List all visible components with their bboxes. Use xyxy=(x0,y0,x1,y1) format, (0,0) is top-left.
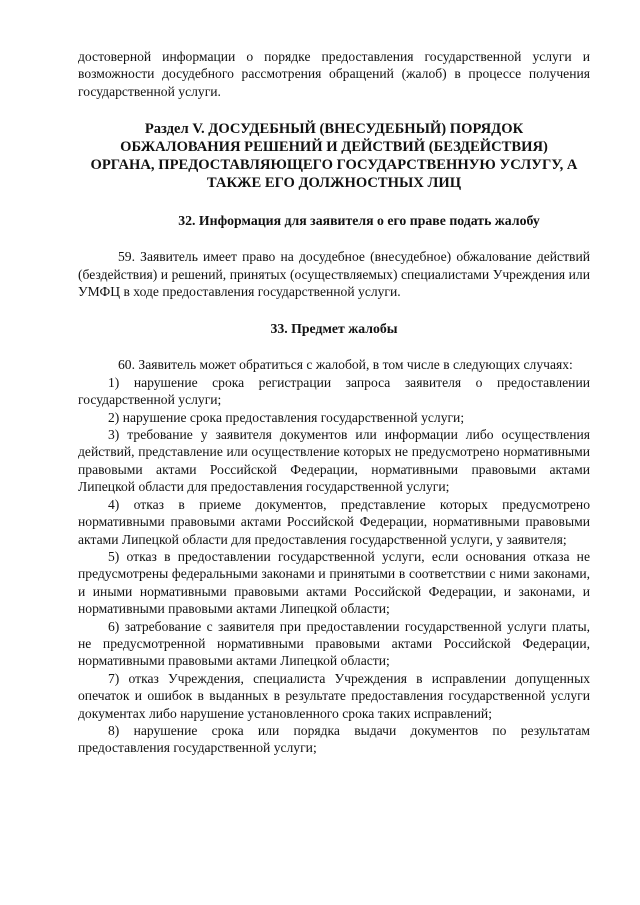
list-item: 2) нарушение срока предоставления государственной услуги; xyxy=(108,409,465,425)
list-item: 8) нарушение срока или порядка выдачи документов по результатам предоставления государственной услуги; xyxy=(78,722,590,756)
list-item: 1) нарушение срока регистрации запроса заявителя о предоставлении государственной услуги; xyxy=(78,374,590,408)
paragraph-59: 59. Заявитель имеет право на досудебное (внесудебное) обжалование действий (бездействия) и решений, принятых (осуществляемых) специалистами Учреждения или УМФЦ в ходе предоставления государственной услуги. xyxy=(78,249,590,300)
list-item: 4) отказ в приеме документов, представление которых предусмотрено нормативными правовыми актами Российской Федерации, нормативными правовыми актами Липецкой области для предоставления государственной услуги, у заявителя; xyxy=(78,496,590,547)
document-page xyxy=(78,48,590,757)
list-item: 7) отказ Учреждения, специалиста Учреждения в исправлении допущенных опечаток и ошибок в выданных в результате предоставления государственной услуги документах либо нарушение установленного срока таких исправлений; xyxy=(78,670,590,721)
list-item: 6) затребование с заявителя при предоставлении государственной услуги платы, не предусмотренной нормативными правовыми актами Российской Федерации, нормативными правовыми актами Липецкой области; xyxy=(78,618,590,669)
subsection-32-title: 32. Информация для заявителя о его праве подать жалобу xyxy=(178,213,540,229)
section-heading: Раздел V. ДОСУДЕБНЫЙ (ВНЕСУДЕБНЫЙ) ПОРЯДОК ОБЖАЛОВАНИЯ РЕШЕНИЙ И ДЕЙСТВИЙ (БЕЗДЕЙСТВИЯ) ОРГАНА, ПРЕДОСТАВЛЯЮЩЕГО ГОСУДАРСТВЕННУЮ УСЛУГУ, А ТАКЖЕ ЕГО ДОЛЖНОСТНЫХ ЛИЦ xyxy=(90,121,578,192)
list-item: 5) отказ в предоставлении государственной услуги, если основания отказа не предусмотрены федеральными законами и принятыми в соответствии с ними законами, и иными нормативными правовыми актами Российской Федерации, и законами, и нормативными правовыми актами Липецкой области; xyxy=(78,548,590,617)
complaint-cases-list xyxy=(78,374,590,757)
intro-paragraph: достоверной информации о порядке предоставления государственной услуги и возможности досудебного рассмотрения обращений (жалоб) в процессе получения государственной услуги. xyxy=(78,49,590,99)
list-item: 3) требование у заявителя документов или информации либо осуществления действий, представление или осуществление которых не предусмотрено нормативными правовыми актами Российской Федерации, нормативными правовыми актами Липецкой области для предоставления государственной услуги; xyxy=(78,427,590,495)
subsection-33-title: 33. Предмет жалобы xyxy=(270,321,398,337)
paragraph-60: 60. Заявитель может обратиться с жалобой, в том числе в следующих случаях: xyxy=(118,357,573,373)
